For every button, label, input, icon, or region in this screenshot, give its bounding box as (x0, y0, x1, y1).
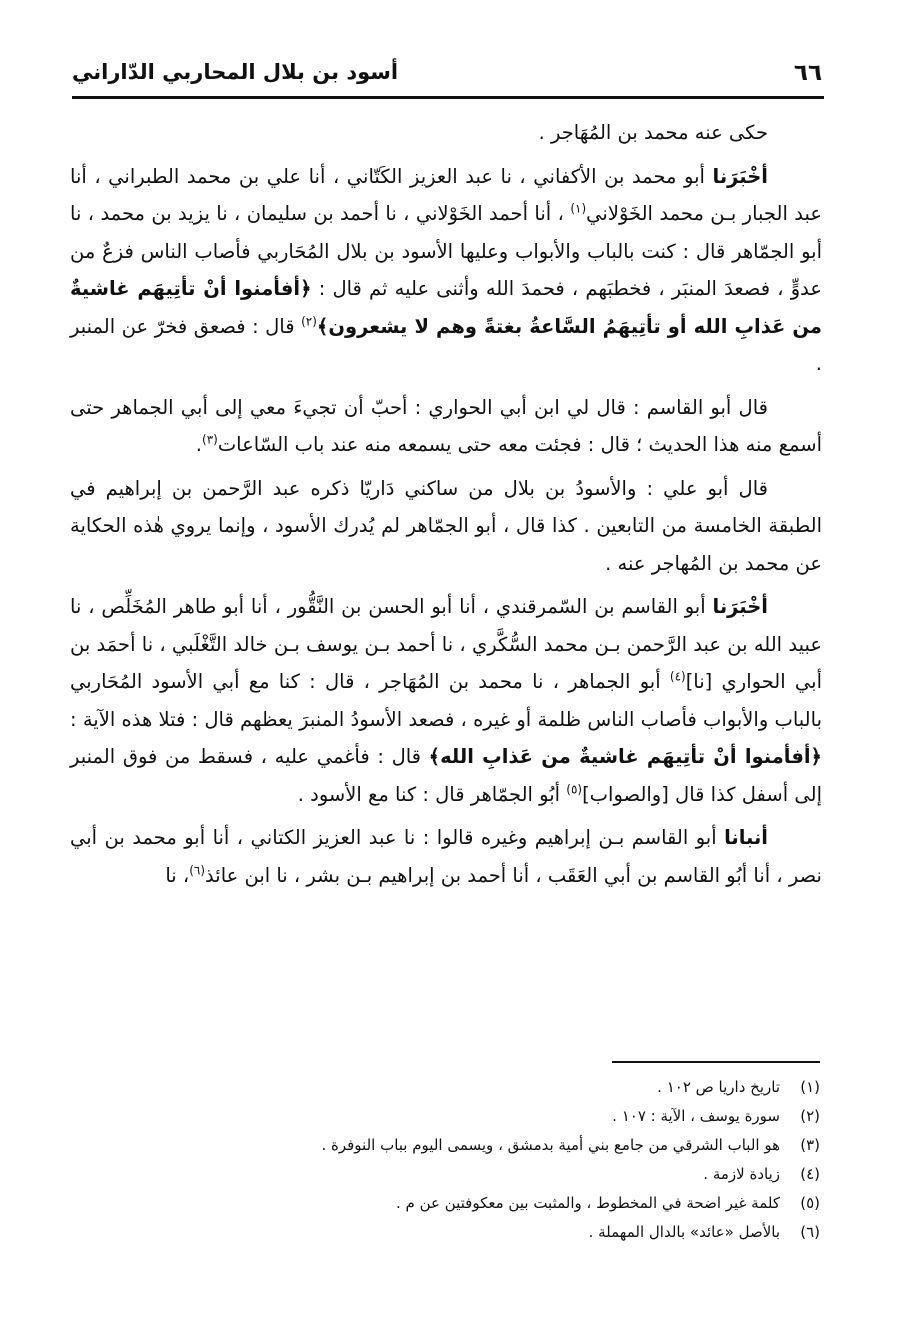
paragraph-text: قال : فصعق فخرّ عن المنبر . (70, 314, 822, 375)
footnote-item (90, 1131, 820, 1160)
footnote-text: بالأصل «عائد» بالدال المهملة . (588, 1223, 780, 1241)
paragraph-2 (70, 158, 822, 383)
footnote-number: (٣) (800, 1136, 820, 1154)
paragraph-1 (70, 114, 822, 152)
footnote-ref: (٣) (202, 432, 218, 447)
footnote-number: (٦) (800, 1223, 820, 1241)
paragraph-text: قال أبو القاسم : قال لي ابن أبي الحواري : أحبّ أن تجيءَ معي إلى أبي الجماهر حتى أسمع منه هذا الحديث ؛ قال : فجئت معه حتى يسمعه منه عند باب السّاعات (70, 395, 822, 456)
footnote-ref: (٢) (301, 314, 317, 328)
running-title: أسود بن بلال المحاربي الدّاراني (72, 60, 399, 84)
footnote-number: (٥) (800, 1194, 820, 1212)
paragraph-4 (70, 470, 822, 583)
footnote-ref: (١) (570, 201, 587, 216)
footnote-ref: (٤) (669, 669, 686, 684)
footnote-ref: (٥) (566, 782, 583, 796)
paragraph-text: أبُو الجمّاهر قال : كنا مع الأسود . (297, 782, 561, 806)
paragraph-3 (70, 389, 822, 464)
paragraph-text: قال أبو علي : والأسودُ بن بلال من ساكني دَاريّا ذكره عبد الرَّحمن بن إبراهيم في الطبقة الخامسة من التابعين . كذا قال ، أبو الجمّاهر لم يُدرك الأسود ، وإنما يروي هٰذه الحكاية عن محمد بن المُهاجر عنه . (70, 476, 822, 575)
footnote-number: (٤) (800, 1165, 820, 1183)
isnad-lead-word: أخْبَرَنا (712, 595, 768, 618)
footnote-item (90, 1160, 820, 1189)
footnote-separator (612, 1061, 820, 1063)
paragraph-6 (70, 819, 822, 894)
paragraph-5 (70, 588, 822, 813)
paragraph-text: ، أنا أحمد الخَوْلاني ، نا أحمد بن سليمان ، نا يزيد بن محمد ، نا أبو الجمّاهر قال : كنت بالباب والأبواب وعليها الأسود بن بلال المُحَاربي فأصاب الناس فزعٌ من عدوٍّ ، فصعدَ المنبَر ، فخطبَهم ، فحمدَ الله وأثنى عليه ثم قال : (70, 202, 822, 300)
footnote-number: (١) (800, 1078, 820, 1096)
footnote-ref: (٦) (189, 863, 206, 877)
paragraph-text: أبو الجماهر ، نا محمد بن المُهَاجر ، قال : كنا مع أبي الأسود المُحَاربي بالباب والأبواب فأصاب الناس ظلمة أو غيره ، فصعد الأسودُ المنبرَ يعظهم قال : فتلا هذه الآية : (70, 670, 822, 731)
page-number: ٦٦ (793, 60, 822, 86)
paragraph-text: أبو محمد بن الأكفاني ، نا عبد العزيز الكَتّاني ، أنا علي بن محمد الطبراني ، أنا عبد الجبار بـن محمد الخَوْلاني (70, 164, 823, 225)
paragraph-text: أبو القاسم بن السّمرقندي ، أنا أبو الحسن بن النَّقُّور ، أنا أبو طاهر المُخَلِّص ، نا عبيد الله بن عبد الرَّحمن بـن محمد السُّكَّري ، نا أحمد بـن يوسف بـن خالد التَّغْلَبي ، نا أحمَد بن أبي الحواري [نا] (70, 595, 822, 693)
footnote-number: (٢) (800, 1107, 820, 1125)
footnote-item (90, 1189, 820, 1218)
running-header (72, 56, 822, 96)
main-text (70, 114, 822, 900)
isnad-lead-word: أخْبَرَنا (712, 164, 768, 188)
footnote-text: هو الباب الشرقي من جامع بني أمية بدمشق ، ويسمى اليوم بباب النوفرة . (321, 1136, 780, 1154)
isnad-lead-word: أنبانا (724, 826, 768, 849)
footnote-text: تاريخ داريا ص ١٠٢ . (657, 1078, 780, 1096)
footnote-text: زيادة لازمة . (703, 1165, 780, 1183)
header-rule (72, 96, 824, 99)
quran-quote: ﴿أفأمنوا أنْ تأتِيهَم غاشيةٌ من عَذابِ الله أو تأتِيهَمُ السَّاعةُ بغتةً وهم لا يشعرون﴾ (70, 277, 823, 338)
paragraph-text: قال : فأغمي عليه ، فسقط من فوق المنبر إلى أسفل كذا قال [والصواب] (70, 745, 822, 806)
paragraph-text: . (195, 433, 202, 456)
footnote-item (90, 1073, 820, 1102)
paragraph-text: أبو القاسم بـن إبراهيم وغيره قالوا : نا عبد العزيز الكتاني ، أنا أبو محمد بن أبي نصر ، أنا أبُو القاسم بن أبي العَقَب ، أنا أحمد بن إبراهيم بـن بشر ، نا ابن عائذ (70, 826, 822, 887)
paragraph-text: حكى عنه محمد بن المُهَاجر . (538, 121, 768, 144)
paragraph-text: ، نا (165, 863, 190, 887)
footnotes (90, 1073, 820, 1247)
quran-quote: ﴿أفأمنوا أنْ تأتِيهَم غاشيةٌ من عَذابِ الله﴾ (428, 745, 822, 768)
footnote-item (90, 1102, 820, 1131)
footnote-text: كلمة غير اضحة في المخطوط ، والمثبت بين معكوفتين عن م . (395, 1194, 780, 1212)
footnote-item (90, 1218, 820, 1247)
footnote-text: سورة يوسف ، الآية : ١٠٧ . (612, 1107, 780, 1125)
